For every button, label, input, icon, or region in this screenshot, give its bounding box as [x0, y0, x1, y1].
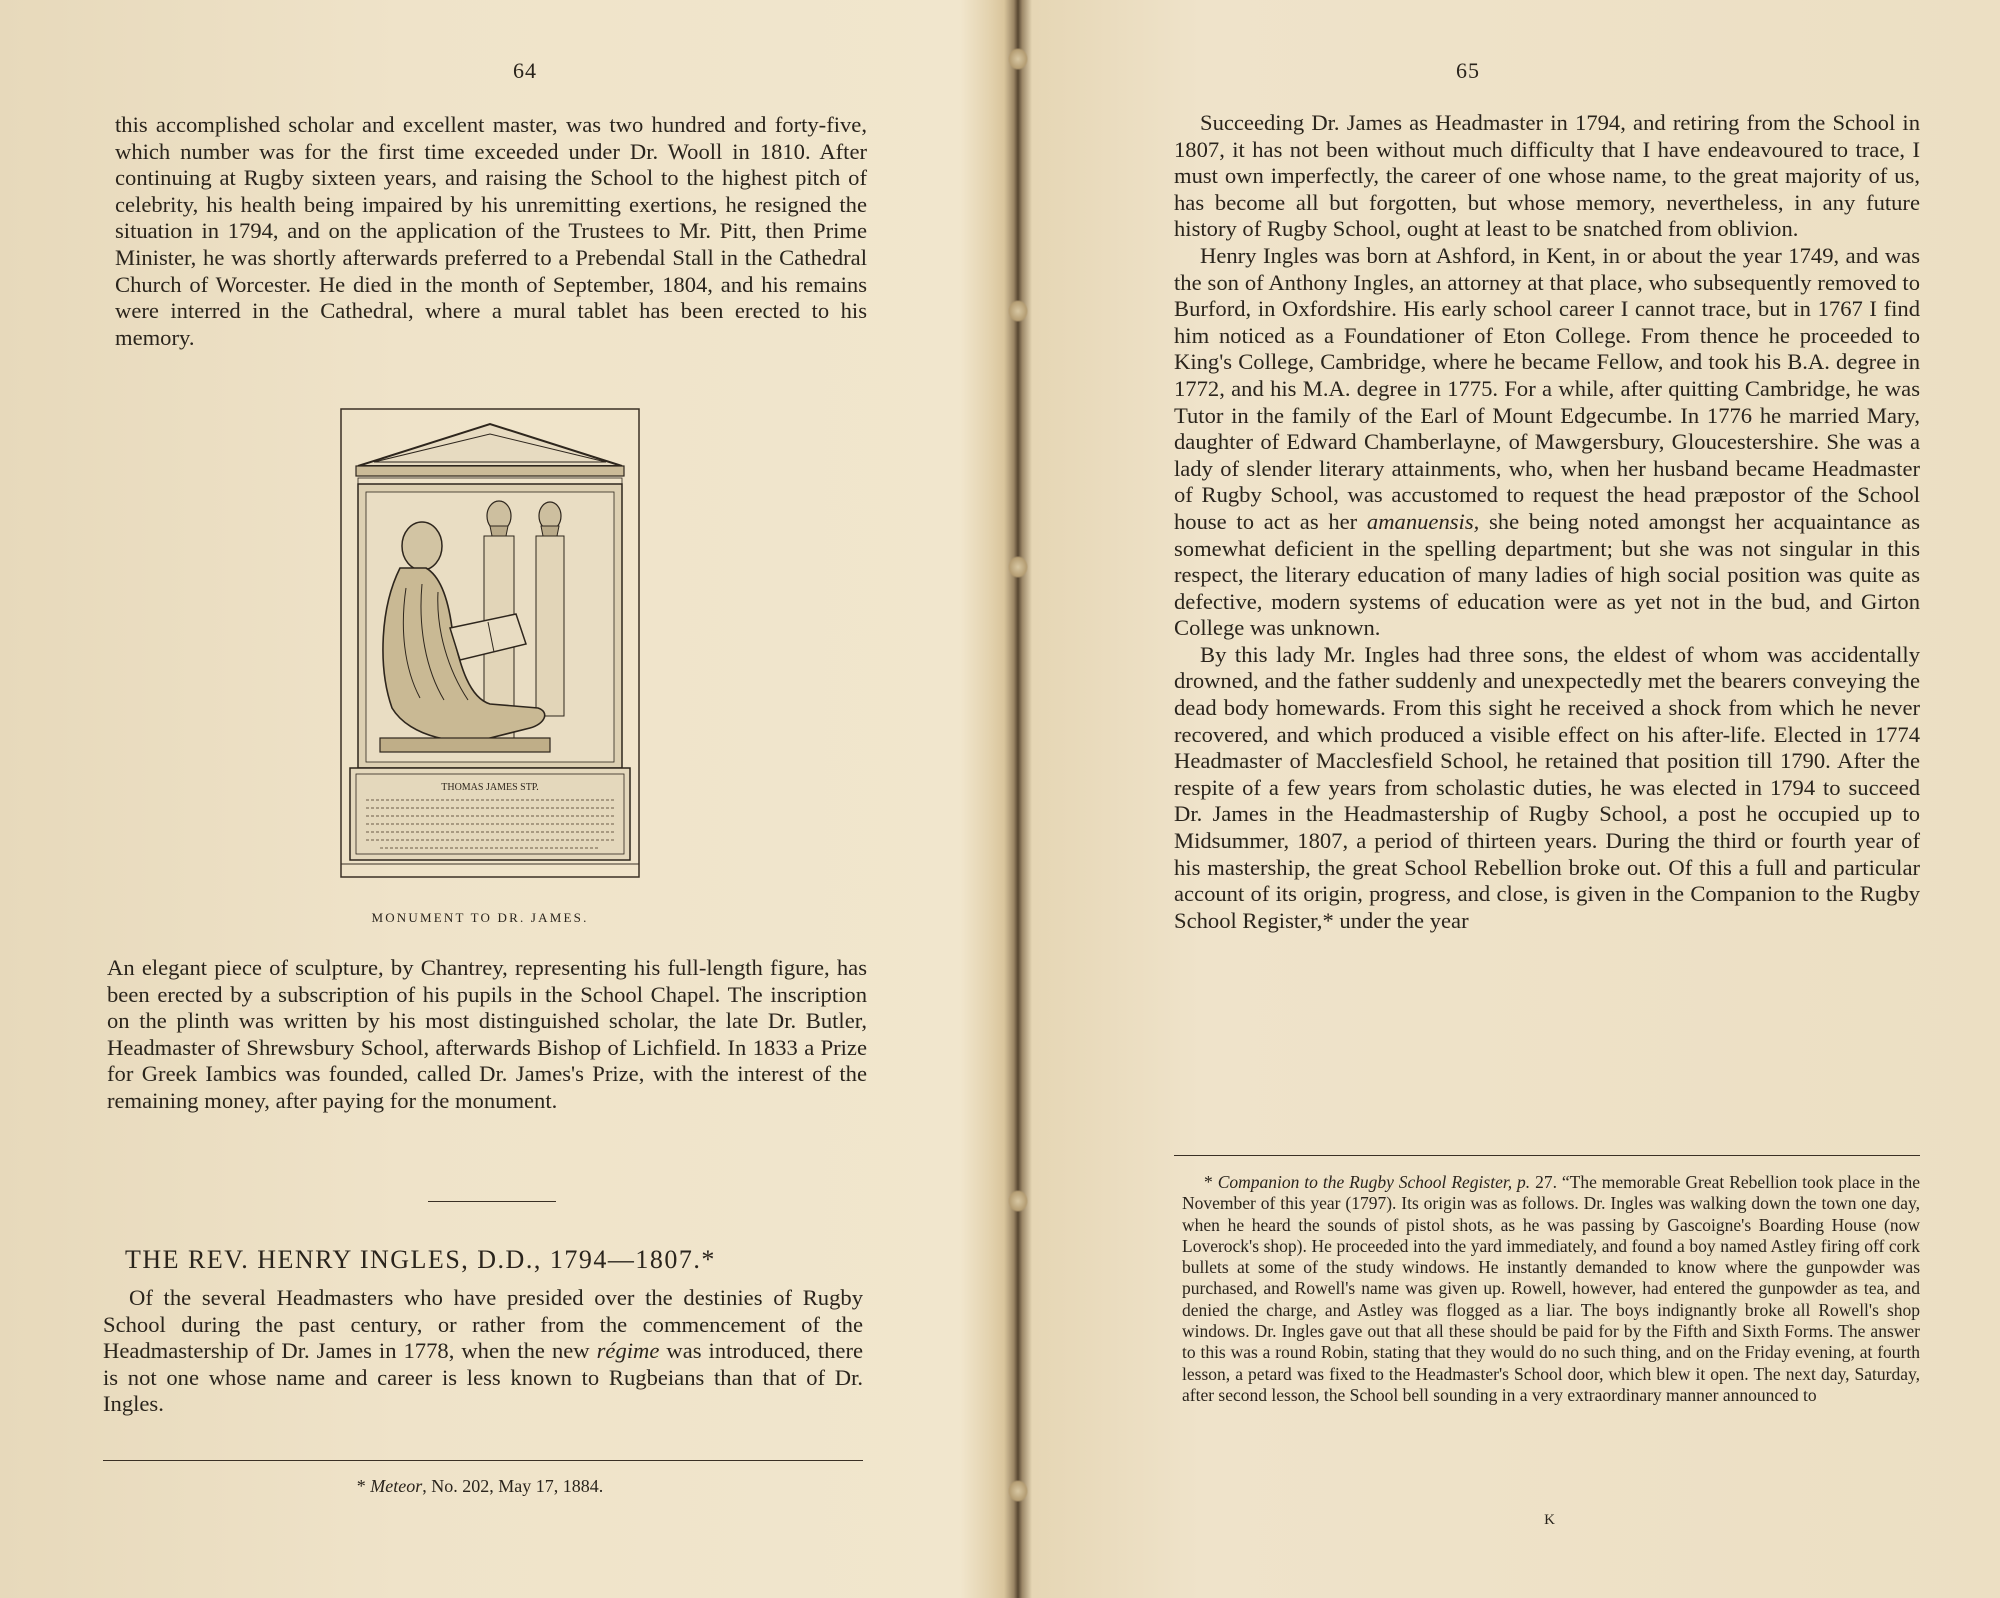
italic-word: amanuensis,: [1366, 508, 1480, 534]
italic-word: régime: [596, 1338, 660, 1364]
binding-stitch: [1008, 556, 1028, 578]
footnote-marker: *: [356, 1476, 371, 1496]
paragraph-text: Of the several Headmasters who have presided over the destinies of Rugby School during the past century, or rather from the commencement of the Headmastership of Dr. James in 1778, when the new: [103, 1285, 863, 1364]
footnote-paragraph: [1182, 1172, 1920, 1406]
right-page: [1170, 0, 1930, 1598]
binding-stitch: [1008, 1480, 1028, 1502]
section-divider: [428, 1201, 556, 1202]
binding-stitch: [1008, 48, 1028, 70]
paragraph-text: Henry Ingles was born at Ashford, in Kent, in or about the year 1749, and was the son of Anthony Ingles, an attorney at that place, who subsequently removed to Burford, in Oxfordshire. His early school career I cannot trace, but in 1767 I find him noticed as a Foundationer of Eton College. From thence he proceeded to King's College, Cambridge, where he became Fellow, and took his B.A. degree in 1772, and his M.A. degree in 1775. For a while, after quitting Cambridge, he was Tutor in the family of the Earl of Mount Edgecumbe. In 1776 he married Mary, daughter of Edward Chamberlayne, of Mawgersbury, Gloucestershire. She was a lady of slender literary attainments, who, when her husband became Headmaster of Rugby School, was accustomed to request the head præpostor of the School house to act as her: [1174, 242, 1920, 534]
paragraph: [1174, 243, 1920, 642]
footnote-source: Meteor: [370, 1476, 423, 1496]
footnote-text: 27. “The memorable Great Rebellion took place in the November of this year (1797). Its origin was as follows. Dr. Ingles was walking down the town one day, when he heard the sounds of pistol shots, as he was passing by Gascoigne's Boarding House (now Loverock's shop). He proceeded into the yard immediately, and found a boy named Astley firing off cork bullets at some of the study windows. He instantly demanded to know where the gunpowder was purchased, and Rowell's name was given up. Rowell, however, had entered the gunpowder as tea, and denied the charge, and Astley was flogged as a liar. The boys indignantly broke all Rowell's shop windows. Dr. Ingles gave out that all these should be paid for by the Fifth and Sixth Forms. The answer to this was a round Robin, stating that they would do no such thing, and on the Friday evening, at fourth lesson, a petard was fixed to the Headmaster's School door, which blew it open. The next day, Saturday, after second lesson, the School bell sounding in a very extraordinary manner announced to: [1182, 1172, 1920, 1405]
footnote-rule: [1174, 1155, 1920, 1156]
left-page: [95, 0, 865, 1598]
book-gutter: [1004, 0, 1032, 1598]
footnote-marker: *: [1204, 1172, 1218, 1192]
binding-stitch: [1008, 1190, 1028, 1212]
paragraph: By this lady Mr. Ingles had three sons, the eldest of whom was accidentally drowned, and the father suddenly and unexpectedly met the bearers conveying the dead body homewards. From this sight he received a shock from which he never recovered, and which produced a visible effect on his after-life. Elected in 1774 Headmaster of Macclesfield School, he retained that position till 1790. After the respite of a few years from scholastic duties, he was elected in 1794 to succeed Dr. James in the Headmastership of Rugby School, a post he occupied up to Midsummer, 1807, a period of thirteen years. During the third or fourth year of his mastership, the great School Rebellion broke out. Of this a full and particular account of its origin, progress, and close, is given in the Companion to the Rugby School Register,* under the year: [1174, 641, 1920, 933]
signature-mark: K: [1544, 1512, 1556, 1528]
paragraph: [103, 1285, 863, 1418]
monument-illustration: [340, 408, 640, 878]
binding-stitch: [1008, 300, 1028, 322]
body-text-block: [107, 955, 867, 1115]
paragraph-text: was introduced, there is not one whose name and career is less known to Rugbeians than that of Dr. Ingles.: [103, 1338, 863, 1417]
figure-caption: MONUMENT TO DR. JAMES.: [371, 910, 589, 925]
footnote-source: Companion to the Rugby School Register, p.: [1217, 1172, 1531, 1192]
paragraph: An elegant piece of sculpture, by Chantrey, representing his full-length figure, has been erected by a subscription of his pupils in the School Chapel. The inscription on the plinth was written by his most distinguished scholar, the late Dr. Butler, Headmaster of Shrewsbury School, afterwards Bishop of Lichfield. In 1833 a Prize for Greek Iambics was founded, called Dr. James's Prize, with the interest of the remaining money, after paying for the monument.: [107, 955, 867, 1113]
monument-engraving: [340, 408, 640, 878]
footnote-text: , No. 202, May 17, 1884.: [422, 1476, 604, 1496]
paragraph-text: she being noted amongst her acquaintance as somewhat deficient in the spelling department; but she was not singular in this respect, the literary education of many ladies of high social position was quite as defective, modern systems of education were as yet not in the bud, and Girton College was unknown.: [1174, 508, 1920, 641]
footnote: [95, 1476, 865, 1497]
paragraph: this accomplished scholar and excellent master, was two hundred and forty-five, which number was for the first time exceeded under Dr. Wooll in 1810. After continuing at Rugby sixteen years, and raising the School to the highest pitch of celebrity, his health being impaired by his unremitting exertions, he resigned the situation in 1794, and on the application of the Trustees to Mr. Pitt, then Prime Minister, he was shortly afterwards preferred to a Prebendal Stall in the Cathedral Church of Worcester. He died in the month of September, 1804, and his remains were interred in the Cathedral, where a mural tablet has been erected to his memory.: [115, 112, 867, 350]
body-text-block: [115, 112, 867, 351]
paragraph: Succeeding Dr. James as Headmaster in 1794, and retiring from the School in 1807, it has not been without much difficulty that I have endeavoured to trace, I must own imperfectly, the career of one whose name, to the great majority of us, has become all but forgotten, but whose memory, nevertheless, in any future history of Rugby School, ought at least to be snatched from oblivion.: [1174, 110, 1920, 242]
page-number: 65: [1456, 58, 1480, 83]
footnote: [1182, 1172, 1920, 1406]
plinth-inscription-title: THOMAS JAMES STP.: [441, 782, 539, 793]
body-text-block: [103, 1285, 863, 1418]
body-text-block: [1174, 110, 1920, 934]
page-number: 64: [513, 58, 537, 83]
section-heading: THE REV. HENRY INGLES, D.D., 1794—1807.*: [125, 1245, 716, 1274]
footnote-rule: [103, 1460, 863, 1461]
